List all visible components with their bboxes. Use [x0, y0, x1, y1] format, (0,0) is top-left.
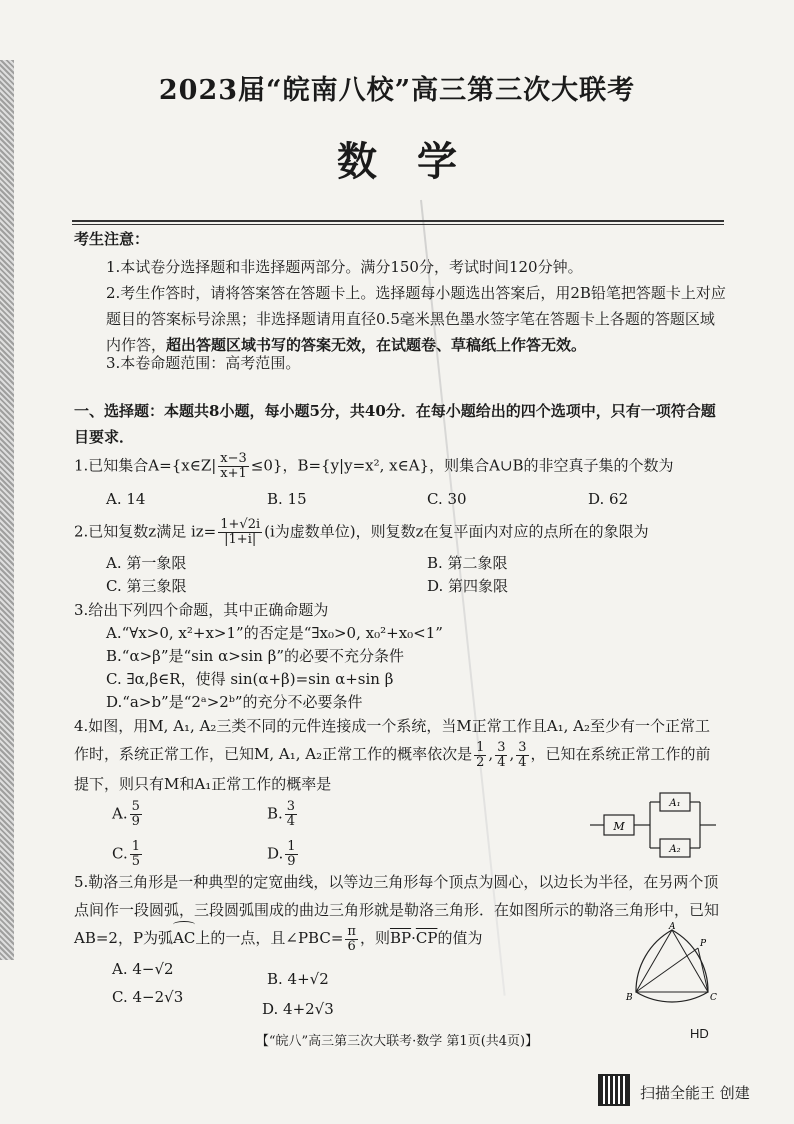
notice-title: 考生注意： [74, 230, 150, 248]
q4-prob-1-den: 2 [476, 754, 485, 770]
q2-stem-b: (i为虚数单位)，则复数z在复平面内对应的点所在的象限为 [264, 522, 649, 541]
notice-item-2-emphasis: 超出答题区域书写的答案无效，在试题卷、草稿纸上作答无效。 [166, 336, 587, 354]
binding-edge [0, 60, 14, 960]
q3-option-d: D.“a>b”是“2ᵃ>2ᵇ”的充分不必要条件 [106, 693, 363, 711]
q4-option-c-frac [130, 840, 142, 869]
q4-option-b-label: B. [267, 804, 283, 823]
q5-stem-a: 5.勒洛三角形是一种典型的定宽曲线，以等边三角形每个顶点为圆心，以边长为半径，在另两个顶点间作一段圆弧，三段圆弧围成的曲边三角形就是勒洛三角形．在如图所示的勒洛三角形中，已知AB=2，P为弧 [74, 873, 720, 947]
q5-option-d: D. 4+2√3 [262, 1000, 334, 1018]
q4-stem-a: 4.如图，用M, A₁, A₂三类不同的元件连接成一个系统，当M正常工作且A₁, A₂至少有一个正常工作时，系统正常工作，已知M, A₁, A₂正常工作的概率依次是 [74, 717, 711, 763]
notice-item-2 [106, 280, 726, 358]
scanner-watermark: 扫描全能王 创建 [640, 1084, 750, 1102]
q2-frac-den: |1+i| [224, 532, 257, 547]
component-a1-label: A₁ [669, 798, 681, 809]
q4-prob-2-num: 3 [497, 739, 506, 755]
q5-arc [173, 924, 195, 952]
section-heading: 一、选择题：本题共8小题，每小题5分，共40分．在每小题给出的四个选项中，只有一项符合题目要求． [74, 402, 716, 446]
q4-option-b [267, 800, 299, 829]
q4-option-b-den: 4 [286, 814, 296, 829]
q4-option-d-frac [285, 840, 297, 869]
q4-option-a-num: 5 [131, 799, 140, 814]
question-3: 3.给出下列四个命题，其中正确命题为 [74, 601, 329, 619]
q2-frac-num: 1+√2i [220, 517, 261, 532]
footer-code: HD [690, 1026, 709, 1041]
q2-option-d: D. 第四象限 [427, 577, 509, 595]
qr-code-icon [598, 1074, 630, 1106]
q4-option-c-label: C. [112, 844, 128, 863]
q4-prob-3-num: 3 [518, 739, 527, 755]
q4-option-b-num: 3 [286, 799, 296, 814]
q5-option-a: A. 4−√2 [112, 960, 174, 978]
q1-option-a: A. 14 [106, 490, 146, 508]
q5-stem-d: 的值为 [437, 929, 483, 947]
q5-vector-cp: $\overline{CP}$ [415, 929, 438, 947]
q4-prob-2 [495, 741, 507, 770]
q4-option-d-den: 9 [287, 854, 296, 869]
q4-option-c-num: 1 [131, 839, 140, 854]
q4-prob-1-num: 1 [476, 739, 485, 755]
circuit-diagram [588, 790, 720, 860]
q2-option-b: B. 第二象限 [427, 554, 508, 572]
q4-option-d [267, 840, 300, 869]
q5-stem-b: 上的一点，且∠PBC= [195, 929, 344, 947]
point-c-label: C [710, 993, 717, 1003]
q4-stem-b: ，已知在系统正常工作的前提下，则只有M和A₁正常工作的概率是 [74, 745, 711, 793]
component-a2-label: A₂ [669, 844, 681, 855]
q1-option-b: B. 15 [267, 490, 307, 508]
q1-frac-den: x+1 [220, 466, 247, 481]
q4-option-b-frac [285, 800, 297, 829]
q1-option-c: C. 30 [427, 490, 467, 508]
notice-item-2-text: 2.考生作答时，请将答案答在答题卡上。选择题每小题选出答案后，用2B铅笔把答题卡上对应题目的答案标号涂黑；非选择题请用直径0.5毫米黑色墨水签字笔在答题卡上各题的答题区域内作答， [106, 284, 726, 354]
page-footer: 【“皖八”高三第三次大联考·数学 第1页(共4页)】 [255, 1034, 539, 1049]
header-rule-thin [72, 224, 724, 225]
q4-option-d-num: 1 [287, 839, 296, 854]
q4-option-a-frac [130, 800, 142, 829]
exam-title: 2023届“皖南八校”高三第三次大联考 [158, 75, 636, 106]
q4-option-a-label: A. [112, 804, 128, 823]
point-p-label: P [700, 939, 707, 949]
subject-title: 数学 [337, 138, 497, 185]
q1-fraction [218, 452, 249, 481]
q4-option-c [112, 840, 144, 869]
reuleaux-triangle-diagram [624, 922, 720, 1004]
q5-arc-label: AC [173, 929, 196, 947]
q1-option-d: D. 62 [588, 490, 629, 508]
q4-prob-3-den: 4 [518, 754, 527, 770]
q5-stem-c: ，则 [359, 929, 390, 947]
q3-option-c: C. ∃α,β∈R，使得 sin(α+β)=sin α+sin β [106, 670, 394, 688]
q2-fraction [218, 518, 262, 547]
q5-vector-bp: $\overline{BP}$ [389, 929, 412, 947]
q2-option-c: C. 第三象限 [106, 577, 187, 595]
q4-prob-3 [516, 741, 528, 770]
q4-prob-1 [474, 741, 486, 770]
q3-option-a: A.“∀x>0, x²+x>1”的否定是“∃x₀>0, x₀²+x₀<1” [106, 624, 443, 642]
header-rule [72, 220, 724, 222]
q5-angle [345, 925, 358, 954]
q1-frac-num: x−3 [220, 451, 247, 466]
notice-item-1: 1.本试卷分选择题和非选择题两部分。满分150分，考试时间120分钟。 [106, 258, 583, 276]
point-b-label: B [626, 993, 633, 1003]
q5-angle-den: 6 [347, 938, 356, 954]
q5-option-b: B. 4+√2 [267, 970, 329, 988]
equilateral-triangle [636, 930, 708, 992]
q1-stem-a: 1.已知集合A={x∈Z| [74, 456, 217, 475]
q4-option-d-label: D. [267, 844, 284, 863]
q5-dot: · [411, 929, 416, 947]
question-1 [74, 452, 724, 481]
notice-item-3: 3.本卷命题范围：高考范围。 [106, 354, 301, 372]
q3-option-b: B.“α>β”是“sin α>sin β”的必要不充分条件 [106, 647, 405, 665]
q4-option-a [112, 800, 144, 829]
point-a-label: A [669, 922, 676, 932]
component-m-label: M [613, 820, 625, 833]
question-4: 4.如图，用M, A₁, A₂三类不同的元件连接成一个系统，当M正常工作且A₁, A₂至少有一个正常工作时，系统正常工作，已知M, A₁, A₂正常工作的概率依次是 $\frac{1}{2}$ , $\frac{3}{4}$ , $\frac{3}{4}$ ，已知在系统正常工作的前提下，则只有M和A₁正常工作的概率是 [74, 717, 711, 793]
segment-cp [698, 948, 708, 992]
question-2 [74, 518, 724, 547]
q2-stem-a: 2.已知复数z满足 iz= [74, 522, 217, 541]
q4-option-c-den: 5 [131, 854, 140, 869]
q4-prob-2-den: 4 [497, 754, 506, 770]
q2-option-a: A. 第一象限 [106, 554, 187, 572]
segment-bp [636, 948, 698, 992]
q5-option-c: C. 4−2√3 [112, 988, 184, 1006]
q1-stem-b: ≤0}，B={y|y=x², x∈A}，则集合A∪B的非空真子集的个数为 [250, 456, 674, 475]
q4-option-a-den: 9 [131, 814, 140, 829]
q5-angle-num: π [347, 923, 356, 939]
